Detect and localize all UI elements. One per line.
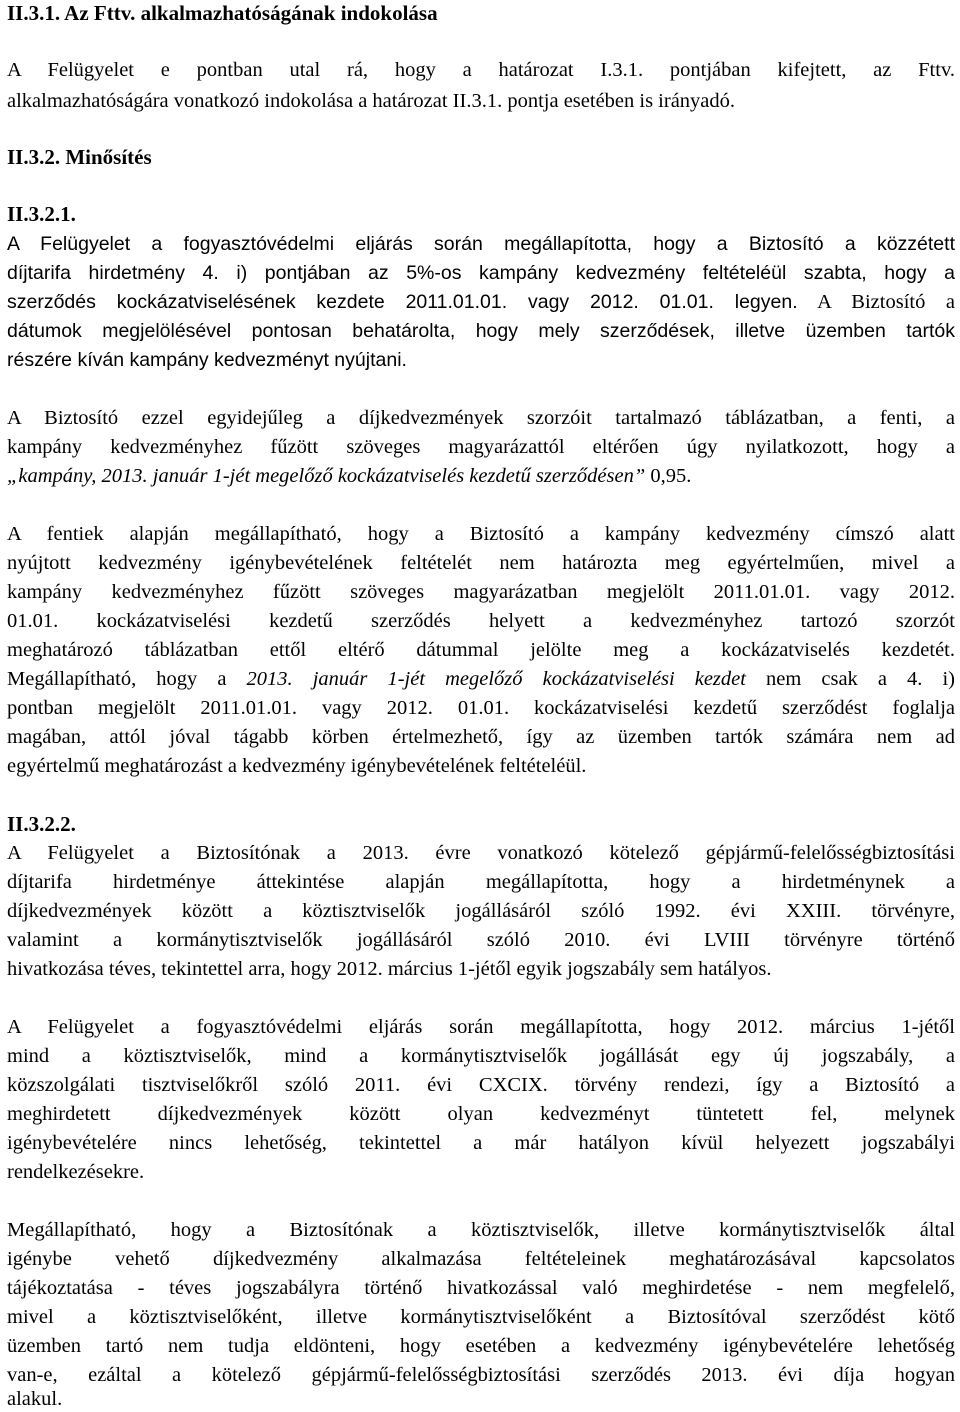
paragraph-line: dátumok megjelölésével pontosan behatárolta, hogy mely szerződések, illetve üzemben tartók [7, 320, 955, 342]
paragraph-line: részére kíván kampány kedvezményt nyújtani. [7, 349, 407, 371]
paragraph-line: meghatározó táblázatban ettől eltérő dátummal jelölte meg a kockázatviselés kezdetét. [7, 639, 955, 661]
paragraph-line: közszolgálati tisztviselőkről szóló 2011. évi CXCIX. törvény rendezi, így a Biztosító a [7, 1074, 955, 1096]
paragraph-line: Megállapítható, hogy a Biztosítónak a köztisztviselők, illetve kormánytisztviselők által [7, 1219, 955, 1241]
paragraph-line: pontban megjelölt 2011.01.01. vagy 2012. 01.01. kockázatviselési kezdetű szerződést foglalja [7, 697, 955, 719]
paragraph-line: 01.01. kockázatviselési kezdetű szerződés helyett a kedvezményhez tartozó szorzót [7, 610, 955, 632]
paragraph-line: A Felügyelet a fogyasztóvédelmi eljárás során megállapította, hogy a Biztosító a közzétett [7, 233, 955, 255]
paragraph-line: kampány kedvezményhez fűzött szöveges magyarázattól eltérően úgy nyilatkozott, hogy a [7, 436, 955, 458]
paragraph-line: magában, attól jóval tágabb körben értelmezhető, így az üzemben tartók számára nem ad [7, 726, 955, 748]
paragraph-line [7, 666, 955, 692]
paragraph-line: alkalmazhatóságára vonatkozó indokolása a határozat II.3.1. pontja esetében is irányadó. [7, 90, 736, 112]
paragraph-line: alakul. [7, 1388, 63, 1410]
paragraph-line: üzemben tartó nem tudja eldönteni, hogy esetében a kedvezmény igénybevételére lehetőség [7, 1335, 955, 1357]
section-heading-ii-3-1: II.3.1. Az Fttv. alkalmazhatóságának indokolása [7, 1, 438, 25]
paragraph-line: A Felügyelet a Biztosítónak a 2013. évre vonatkozó kötelező gépjármű-felelősségbiztosítási [7, 842, 955, 864]
paragraph-line: rendelkezésekre. [7, 1161, 145, 1183]
paragraph-line: egyértelmű meghatározást a kedvezmény igénybevételének feltételéül. [7, 755, 587, 777]
paragraph-line: igénybe vehető díjkedvezmény alkalmazása feltételeinek meghatározásával kapcsolatos [7, 1248, 955, 1270]
italic-text: 2013. január 1-jét megelőző kockázatviselési kezdet [246, 668, 746, 690]
paragraph-line: nyújtott kedvezmény igénybevételének feltételét nem határozta meg egyértelműen, mivel a [7, 552, 955, 574]
paragraph-line: tájékoztatása - téves jogszabályra történő hivatkozással való meghirdetése - nem megfelelő, [7, 1277, 955, 1299]
paragraph-line: A Felügyelet e pontban utal rá, hogy a határozat I.3.1. pontjában kifejtett, az Fttv. [7, 59, 955, 81]
paragraph-line: díjtarifa hirdetmény 4. i) pontjában az 5%-os kampány kedvezmény feltételéül szabta, hogy a [7, 262, 955, 284]
paragraph-line: A Felügyelet a fogyasztóvédelmi eljárás során megállapította, hogy 2012. március 1-jétől [7, 1016, 955, 1038]
section-heading-ii-3-2-2: II.3.2.2. [7, 812, 76, 836]
paragraph-line: igénybevételére nincs lehetőség, tekintettel a már hatályon kívül helyezett jogszabályi [7, 1132, 955, 1154]
paragraph-line: meghirdetett díjkedvezmények között olyan kedvezményt tüntetett fel, melynek [7, 1103, 955, 1125]
quoted-text: „kampány, 2013. január 1-jét megelőző kockázatviselés kezdetű szerződésen” [7, 465, 646, 487]
text-segment: 0,95. [645, 465, 692, 487]
paragraph-line: díjkedvezmények között a köztisztviselők jogállásáról szóló 1992. évi XXIII. törvényre, [7, 900, 955, 922]
paragraph-line [7, 463, 955, 489]
paragraph-line: A Biztosító ezzel egyidejűleg a díjkedvezmények szorzóit tartalmazó táblázatban, a fenti, a [7, 407, 955, 429]
paragraph-line: hivatkozása téves, tekintettel arra, hogy 2012. március 1-jétől egyik jogszabály sem hatályos. [7, 958, 772, 980]
text-segment: nem csak a 4. i) [745, 668, 955, 690]
paragraph-line: mind a köztisztviselők, mind a kormánytisztviselők jogállását egy új jogszabály, a [7, 1045, 955, 1067]
paragraph-line: van-e, ezáltal a kötelező gépjármű-felelősségbiztosítási szerződés 2013. évi díja hogyan [7, 1364, 955, 1386]
paragraph-line: kampány kedvezményhez fűzött szöveges magyarázatban megjelölt 2011.01.01. vagy 2012. [7, 581, 955, 603]
text-segment: Megállapítható, hogy a [7, 668, 247, 690]
text-segment: A Biztosító a [797, 291, 955, 313]
paragraph-line: valamint a kormánytisztviselők jogállásáról szóló 2010. évi LVIII törvényre történő [7, 929, 955, 951]
section-heading-ii-3-2: II.3.2. Minősítés [7, 145, 152, 169]
paragraph-line [7, 289, 955, 315]
text-segment: szerződés kockázatviselésének kezdete 2011.01.01. vagy 2012. 01.01. legyen. [7, 291, 798, 313]
paragraph-line: A fentiek alapján megállapítható, hogy a Biztosító a kampány kedvezmény címszó alatt [7, 523, 955, 545]
paragraph-line: díjtarifa hirdetménye áttekintése alapján megállapította, hogy a hirdetménynek a [7, 871, 955, 893]
section-heading-ii-3-2-1: II.3.2.1. [7, 202, 76, 226]
paragraph-line: mivel a köztisztviselőként, illetve kormánytisztviselőként a Biztosítóval szerződést kötő [7, 1306, 955, 1328]
